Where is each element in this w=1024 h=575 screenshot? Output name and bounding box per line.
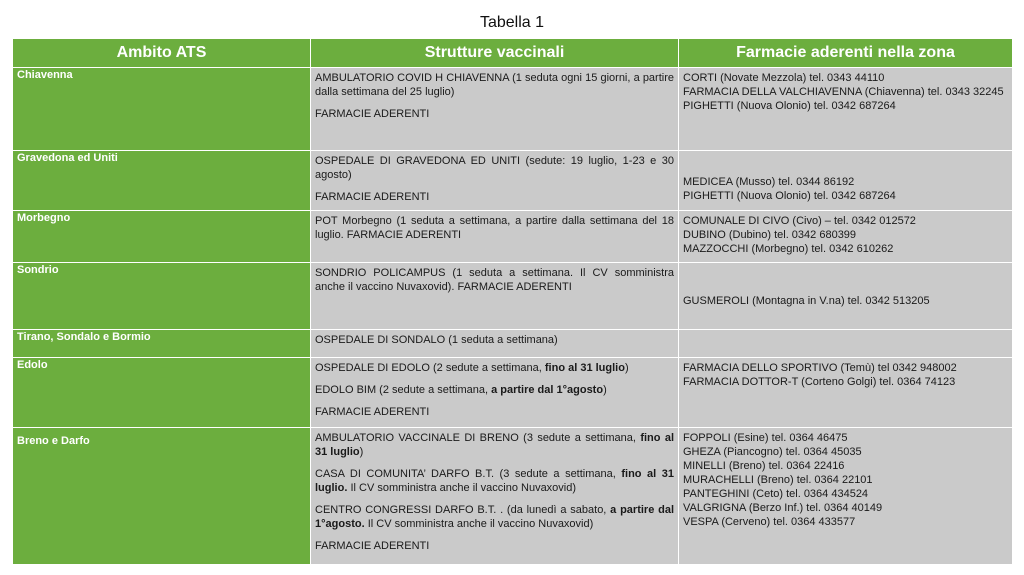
table-row [13, 428, 1013, 565]
pharm-cell [679, 68, 1013, 151]
struct-text: FARMACIE ADERENTI [315, 540, 430, 552]
struct-cell [311, 151, 679, 211]
pharm-cell [679, 263, 1013, 330]
struct-cell [311, 211, 679, 263]
table-caption: Tabella 1 [479, 14, 545, 31]
pharm-cell [679, 428, 1013, 565]
pharmacy-entry: GHEZA (Piancogno) tel. 0364 45035 [683, 446, 862, 458]
area-cell: Breno e Darfo [13, 428, 311, 565]
area-cell: Tirano, Sondalo e Bormio [13, 330, 311, 358]
area-cell: Gravedona ed Uniti [13, 151, 311, 211]
pharmacy-entry: MURACHELLI (Breno) tel. 0364 22101 [683, 474, 873, 486]
struct-text: SONDRIO POLICAMPUS (1 seduta a settimana. Il CV somministra anche il vaccino Nuvaxovid). FARMACIE ADERENTI [315, 267, 674, 293]
pharm-cell [679, 151, 1013, 211]
struct-text: CENTRO CONGRESSI DARFO B.T. . (da lunedì a sabato, a partire dal 1°agosto. Il CV somministra anche il vaccino Nuvaxovid) [315, 504, 675, 530]
struct-text: OSPEDALE DI SONDALO (1 seduta a settimana) [315, 334, 558, 346]
pharmacy-entry: FARMACIA DOTTOR-T (Corteno Golgi) tel. 0364 74123 [683, 376, 956, 388]
struct-cell [311, 330, 679, 358]
pharmacy-entry: PIGHETTI (Nuova Olonio) tel. 0342 687264 [683, 100, 896, 112]
pharmacy-entry: PIGHETTI (Nuova Olonio) tel. 0342 687264 [683, 190, 896, 202]
header-ambito: Ambito ATS [13, 39, 311, 68]
area-cell: Morbegno [13, 211, 311, 263]
pharmacy-entry: PANTEGHINI (Ceto) tel. 0364 434524 [683, 488, 869, 500]
table-row [13, 211, 1013, 263]
area-cell: Chiavenna [13, 68, 311, 151]
pharm-cell [679, 358, 1013, 428]
pharmacy-entry: COMUNALE DI CIVO (Civo) – tel. 0342 012572 [683, 215, 916, 227]
pharmacy-entry: VALGRIGNA (Berzo Inf.) tel. 0364 40149 [683, 502, 883, 514]
pharmacy-entry: MEDICEA (Musso) tel. 0344 86192 [683, 176, 855, 188]
struct-cell [311, 263, 679, 330]
table-row [13, 68, 1013, 151]
pharmacy-entry: FARMACIA DELLO SPORTIVO (Temù) tel 0342 948002 [683, 362, 957, 374]
table-row [13, 263, 1013, 330]
table-row [13, 151, 1013, 211]
pharm-cell-empty [679, 330, 1013, 358]
pharmacy-entry: CORTI (Novate Mezzola) tel. 0343 44110 [683, 72, 885, 84]
struct-text: AMBULATORIO VACCINALE DI BRENO (3 sedute a settimana, fino al 31 luglio) [315, 432, 675, 458]
struct-text: AMBULATORIO COVID H CHIAVENNA (1 seduta ogni 15 giorni, a partire dalla settimana del 25 luglio) [315, 72, 674, 98]
pharmacy-entry: DUBINO (Dubino) tel. 0342 680399 [683, 229, 857, 241]
struct-text: POT Morbegno (1 seduta a settimana, a partire dalla settimana del 18 luglio. FARMACIE ADERENTI [315, 215, 674, 241]
pharmacy-entry: GUSMEROLI (Montagna in V.na) tel. 0342 513205 [683, 294, 930, 307]
struct-cell [311, 428, 679, 565]
struct-text: FARMACIE ADERENTI [315, 191, 430, 203]
struct-cell [311, 68, 679, 151]
pharmacy-entry: FARMACIA DELLA VALCHIAVENNA (Chiavenna) tel. 0343 32245 [683, 86, 1004, 98]
struct-cell [311, 358, 679, 428]
pharmacy-entry: VESPA (Cerveno) tel. 0364 433577 [683, 516, 856, 528]
struct-text: OSPEDALE DI EDOLO (2 sedute a settimana, fino al 31 luglio) [315, 362, 629, 374]
pharm-cell [679, 211, 1013, 263]
struct-text: OSPEDALE DI GRAVEDONA ED UNITI (sedute: 19 luglio, 1-23 e 30 agosto) [315, 155, 674, 181]
area-cell: Sondrio [13, 263, 311, 330]
table-row [13, 358, 1013, 428]
struct-text: EDOLO BIM (2 sedute a settimana, a partire dal 1°agosto) [315, 384, 607, 396]
vaccination-table [12, 38, 1013, 565]
pharmacy-entry: FOPPOLI (Esine) tel. 0364 46475 [683, 432, 848, 444]
table-row [13, 330, 1013, 358]
table-header-row [13, 39, 1013, 68]
struct-text: FARMACIE ADERENTI [315, 406, 430, 418]
struct-text: CASA DI COMUNITA’ DARFO B.T. (3 sedute a settimana, fino al 31 luglio. Il CV somministra anche il vaccino Nuvaxovid) [315, 468, 674, 494]
area-cell: Edolo [13, 358, 311, 428]
struct-text: FARMACIE ADERENTI [315, 108, 430, 120]
pharmacy-entry: MAZZOCCHI (Morbegno) tel. 0342 610262 [683, 243, 894, 255]
header-strutture: Strutture vaccinali [311, 39, 679, 68]
pharmacy-entry: MINELLI (Breno) tel. 0364 22416 [683, 460, 845, 472]
header-farmacie: Farmacie aderenti nella zona [679, 39, 1013, 68]
